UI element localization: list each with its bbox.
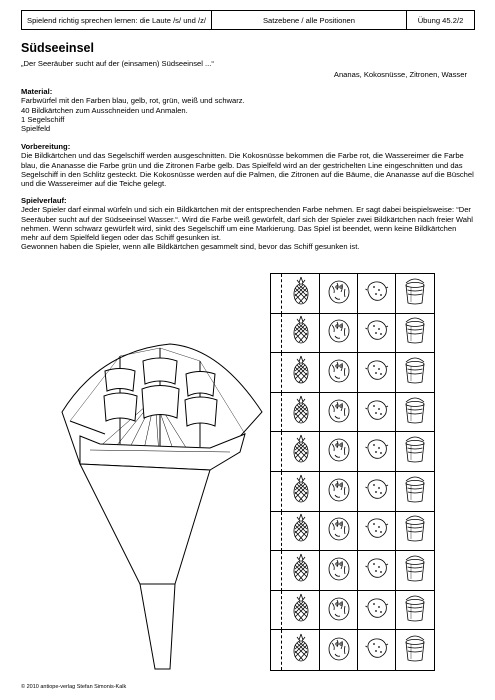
slot-strip	[271, 314, 282, 354]
bucket-icon	[403, 276, 427, 311]
lemon-icon	[365, 395, 389, 430]
picture-card	[320, 353, 358, 393]
picture-card	[282, 393, 320, 433]
picture-card	[320, 512, 358, 552]
lemon-icon	[365, 355, 389, 390]
slot-strip	[271, 512, 282, 552]
picture-card	[396, 551, 434, 591]
picture-card	[282, 432, 320, 472]
picture-card	[358, 512, 396, 552]
slot-strip	[271, 432, 282, 472]
picture-card	[320, 630, 358, 670]
sailing-ship-cutout	[60, 326, 275, 671]
slot-strip	[271, 630, 282, 670]
section-paragraph: Die Bildkärtchen und das Segelschiff werden ausgeschnitten. Die Kokosnüsse bekommen die Farbe rot, die Wassereimer die Farbe blau, die Ananasse die Farbe grün und die Zitronen Farbe gelb. Das Spielfeld wird an der gestrichelten Line eingeschnitten und das Segelschiff in den Schlitz gesteckt. Die Kokosnüsse werden auf die Palmen, die Zitronen auf die Bäume, die Ananasse auf die Büschel und die Wassereimer auf die Teiche gelegt.	[21, 151, 474, 189]
copyright-footer: © 2010 antiope-verlag Stefan Simonis-Kalk	[21, 684, 127, 690]
header-level: Satzebene / alle Positionen	[212, 11, 407, 29]
pineapple-icon	[289, 633, 313, 668]
material-line: 40 Bildkärtchen zum Ausschneiden und Anmalen.	[21, 105, 188, 115]
picture-card	[282, 591, 320, 631]
picture-card	[396, 630, 434, 670]
picture-card	[282, 472, 320, 512]
picture-card	[320, 472, 358, 512]
section-heading: Material:	[21, 87, 53, 96]
bucket-icon	[403, 513, 427, 548]
section-heading: Spielverlauf:	[21, 196, 67, 205]
picture-card	[282, 353, 320, 393]
bucket-icon	[403, 315, 427, 350]
lemon-icon	[365, 553, 389, 588]
picture-card	[358, 393, 396, 433]
target-words: Ananas, Kokosnüsse, Zitronen, Wasser	[333, 70, 467, 79]
section-gameplay	[21, 196, 475, 252]
picture-card	[396, 591, 434, 631]
coconut-icon	[327, 553, 351, 588]
slot-strip	[271, 393, 282, 433]
picture-card	[358, 432, 396, 472]
pineapple-icon	[289, 474, 313, 509]
picture-card	[358, 274, 396, 314]
section-heading: Vorbereitung:	[21, 142, 71, 151]
section-preparation	[21, 142, 475, 188]
bucket-icon	[403, 593, 427, 628]
picture-card	[320, 432, 358, 472]
lemon-icon	[365, 513, 389, 548]
picture-card	[282, 512, 320, 552]
worksheet-header	[21, 10, 475, 30]
section-closing: Gewonnen haben die Spieler, wenn alle Bildkärtchen gesammelt sind, bevor das Schiff gesunken ist.	[21, 242, 360, 252]
page-title: Südseeinsel	[21, 41, 94, 55]
picture-card	[358, 591, 396, 631]
material-line: Spielfeld	[21, 124, 51, 134]
coconut-icon	[327, 513, 351, 548]
picture-card	[320, 274, 358, 314]
picture-card	[396, 472, 434, 512]
picture-card	[282, 314, 320, 354]
picture-card	[358, 630, 396, 670]
slot-strip	[271, 472, 282, 512]
bucket-icon	[403, 395, 427, 430]
lemon-icon	[365, 593, 389, 628]
coconut-icon	[327, 315, 351, 350]
pineapple-icon	[289, 553, 313, 588]
picture-card	[396, 314, 434, 354]
pineapple-icon	[289, 355, 313, 390]
pineapple-icon	[289, 593, 313, 628]
picture-card	[358, 472, 396, 512]
picture-card	[282, 630, 320, 670]
pineapple-icon	[289, 315, 313, 350]
bucket-icon	[403, 434, 427, 469]
coconut-icon	[327, 474, 351, 509]
coconut-icon	[327, 355, 351, 390]
picture-card	[282, 274, 320, 314]
slot-strip	[271, 353, 282, 393]
picture-card	[320, 591, 358, 631]
section-paragraph: Jeder Spieler darf einmal würfeln und sich ein Bildkärtchen mit der entsprechenden Farbe nehmen. Er sagt dabei beispielsweise: “Der Seeräuber sucht auf der Südseeinsel Wasser.“. Wird die Farbe weiß gewürfelt, darf sich der Spieler zwei Bildkärtchen nach freier Wahl nehmen. Wenn schwarz gewürfelt wird, sinkt des Segelschiff um eine Markierung. Das Spiel ist beendet, wenn keine Bildkärtchen mehr auf dem Spielfeld liegen oder das Schiff gesunken ist.	[21, 205, 473, 243]
picture-card	[358, 353, 396, 393]
coconut-icon	[327, 276, 351, 311]
coconut-icon	[327, 633, 351, 668]
pineapple-icon	[289, 434, 313, 469]
bucket-icon	[403, 474, 427, 509]
picture-card	[396, 512, 434, 552]
example-sentence: „Der Seeräuber sucht auf der (einsamen) Südseeinsel ...“	[21, 59, 214, 68]
picture-card	[396, 393, 434, 433]
picture-card	[358, 551, 396, 591]
coconut-icon	[327, 434, 351, 469]
picture-card	[396, 274, 434, 314]
material-line: 1 Segelschiff	[21, 114, 65, 124]
bucket-icon	[403, 553, 427, 588]
header-exercise-number: Übung 45.2/2	[417, 15, 464, 25]
lemon-icon	[365, 315, 389, 350]
material-line: Farbwürfel mit den Farben blau, gelb, rot, grün, weiß und schwarz.	[21, 96, 245, 106]
slot-strip	[271, 274, 282, 314]
pineapple-icon	[289, 513, 313, 548]
picture-card	[320, 314, 358, 354]
lemon-icon	[365, 474, 389, 509]
slot-strip	[271, 551, 282, 591]
coconut-icon	[327, 593, 351, 628]
picture-card	[396, 353, 434, 393]
lemon-icon	[365, 434, 389, 469]
slot-strip	[271, 591, 282, 631]
pineapple-icon	[289, 276, 313, 311]
section-material	[21, 87, 475, 133]
bucket-icon	[403, 633, 427, 668]
lemon-icon	[365, 633, 389, 668]
lemon-icon	[365, 276, 389, 311]
picture-card	[358, 314, 396, 354]
picture-card	[320, 393, 358, 433]
header-series-title: Spielend richtig sprechen lernen: die Laute /s/ und /z/	[22, 11, 212, 29]
coconut-icon	[327, 395, 351, 430]
bucket-icon	[403, 355, 427, 390]
picture-card	[282, 551, 320, 591]
pineapple-icon	[289, 395, 313, 430]
picture-card	[320, 551, 358, 591]
picture-card-grid	[270, 273, 435, 671]
picture-card	[396, 432, 434, 472]
